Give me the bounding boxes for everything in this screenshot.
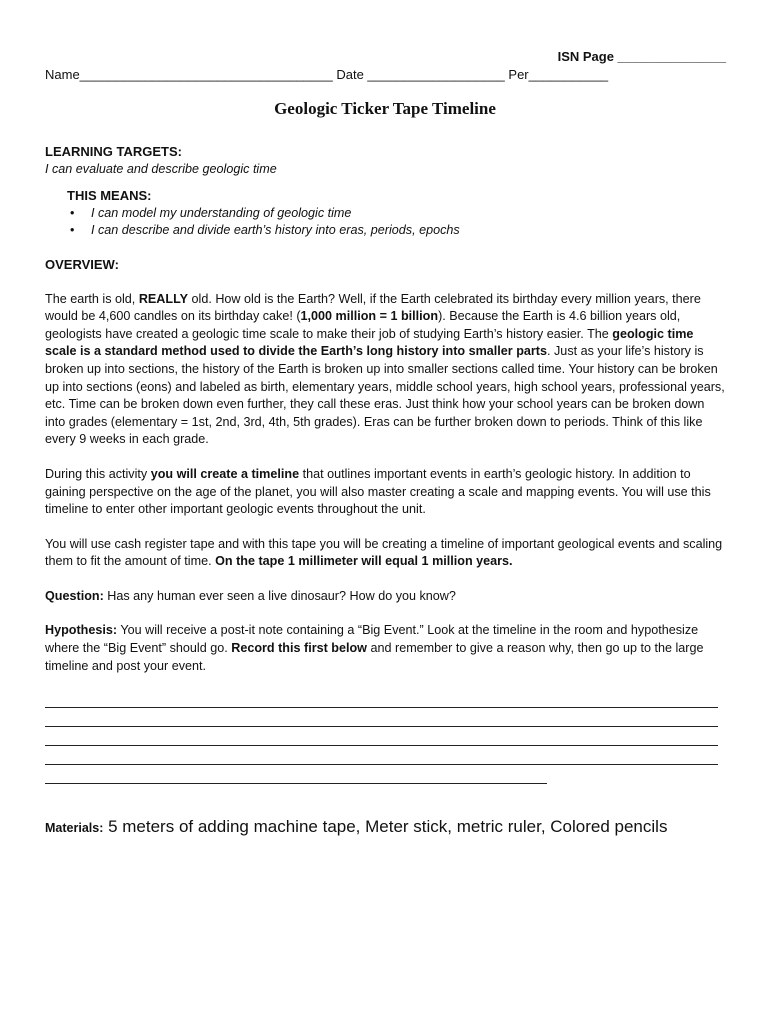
answer-line[interactable] <box>45 746 718 765</box>
answer-lines[interactable] <box>45 689 725 784</box>
list-item: • I can describe and divide earth’s history into eras, periods, epochs <box>67 222 725 240</box>
text-run-bold: geologic time scale is a standard method used to divide the Earth’s long history into smaller parts <box>45 326 694 359</box>
answer-line[interactable] <box>45 727 718 746</box>
hypothesis-paragraph <box>45 622 725 675</box>
text-run-bold: you will create a timeline <box>150 466 300 481</box>
answer-line[interactable] <box>45 708 718 727</box>
this-means-block <box>67 187 725 240</box>
question-label: Question: <box>45 588 104 603</box>
text-run: ). Because the Earth is 4.6 billion years old, geologists have created a geologic time scale to make their job of studying Earth’s history easier. The <box>45 309 681 341</box>
learning-targets-section <box>45 143 725 240</box>
text-run: . Just as your life’s history is broken up into sections, the history of the Earth is broken up into smaller sections called time. Your history can be broken up into sections (eons) and labeled as birth, elementary years, middle school years, high school years, professional years, etc. Time can be broken down even further, they call these eras. Just think how your school years can be broken down into grades (elementary = 1st, 2nd, 3rd, 4th, 5th grades). Eras can be further broken down to periods. Think of this like every 9 weeks in each grade. <box>45 344 725 447</box>
learning-target-text: I can evaluate and describe geologic time <box>45 161 277 176</box>
answer-line[interactable] <box>45 765 547 784</box>
text-run: and remember to give a reason why, then go up to the large timeline and post your event. <box>45 641 704 673</box>
question-text: Has any human ever seen a live dinosaur? How do you know? <box>103 588 456 603</box>
materials-row <box>45 818 725 838</box>
worksheet-content <box>45 143 725 838</box>
list-item: • I can model my understanding of geologic time <box>67 205 725 223</box>
overview-paragraph-3 <box>45 536 725 571</box>
text-run: The earth is old, <box>45 291 139 306</box>
answer-line[interactable] <box>45 689 718 708</box>
materials-label: Materials: <box>45 821 104 836</box>
text-run: During this activity <box>45 466 151 481</box>
text-run-bold: REALLY <box>138 291 189 306</box>
text-run: You will use cash register tape and with this tape you will be creating a timeline of important geological events and scaling them to fit the amount of time. <box>45 536 723 569</box>
page-title: Geologic Ticker Tape Timeline <box>274 99 496 118</box>
text-run: old. How old is the Earth? Well, if the Earth celebrated its birthday every million years, there would be 4,600 candles on its birthday cake! ( <box>45 291 701 324</box>
isn-page-field: ISN Page _______________ <box>557 49 726 64</box>
this-means-heading: THIS MEANS: <box>67 188 152 204</box>
text-run-bold: Record this first below <box>231 641 367 656</box>
text-run: that outlines important events in earth’s geologic history. In addition to gaining perspective on the age of the planet, you will also master creating a scale and mapping events. You will use this timeline to enter other important geologic events throughout the unit. <box>45 466 711 517</box>
text-run-bold: On the tape 1 millimeter will equal 1 million years. <box>215 554 513 569</box>
overview-paragraph-1 <box>45 291 725 449</box>
question-paragraph <box>45 588 725 606</box>
text-run-bold: 1,000 million = 1 billion <box>300 309 439 324</box>
overview-section <box>45 256 725 571</box>
this-means-list <box>67 205 725 240</box>
overview-heading: OVERVIEW: <box>45 256 119 272</box>
text-run: You will receive a post-it note containing a “Big Event.” Look at the timeline in the room and hypothesize where the “Big Event” should go. <box>45 623 699 656</box>
materials-text: 5 meters of adding machine tape, Meter stick, metric ruler, Colored pencils <box>103 817 668 837</box>
learning-targets-heading: LEARNING TARGETS: <box>45 144 182 159</box>
hypothesis-label: Hypothesis: <box>45 623 118 638</box>
overview-paragraph-2 <box>45 466 725 519</box>
name-date-period-row: Name___________________________________ Date ___________________ Per___________ <box>45 67 609 82</box>
